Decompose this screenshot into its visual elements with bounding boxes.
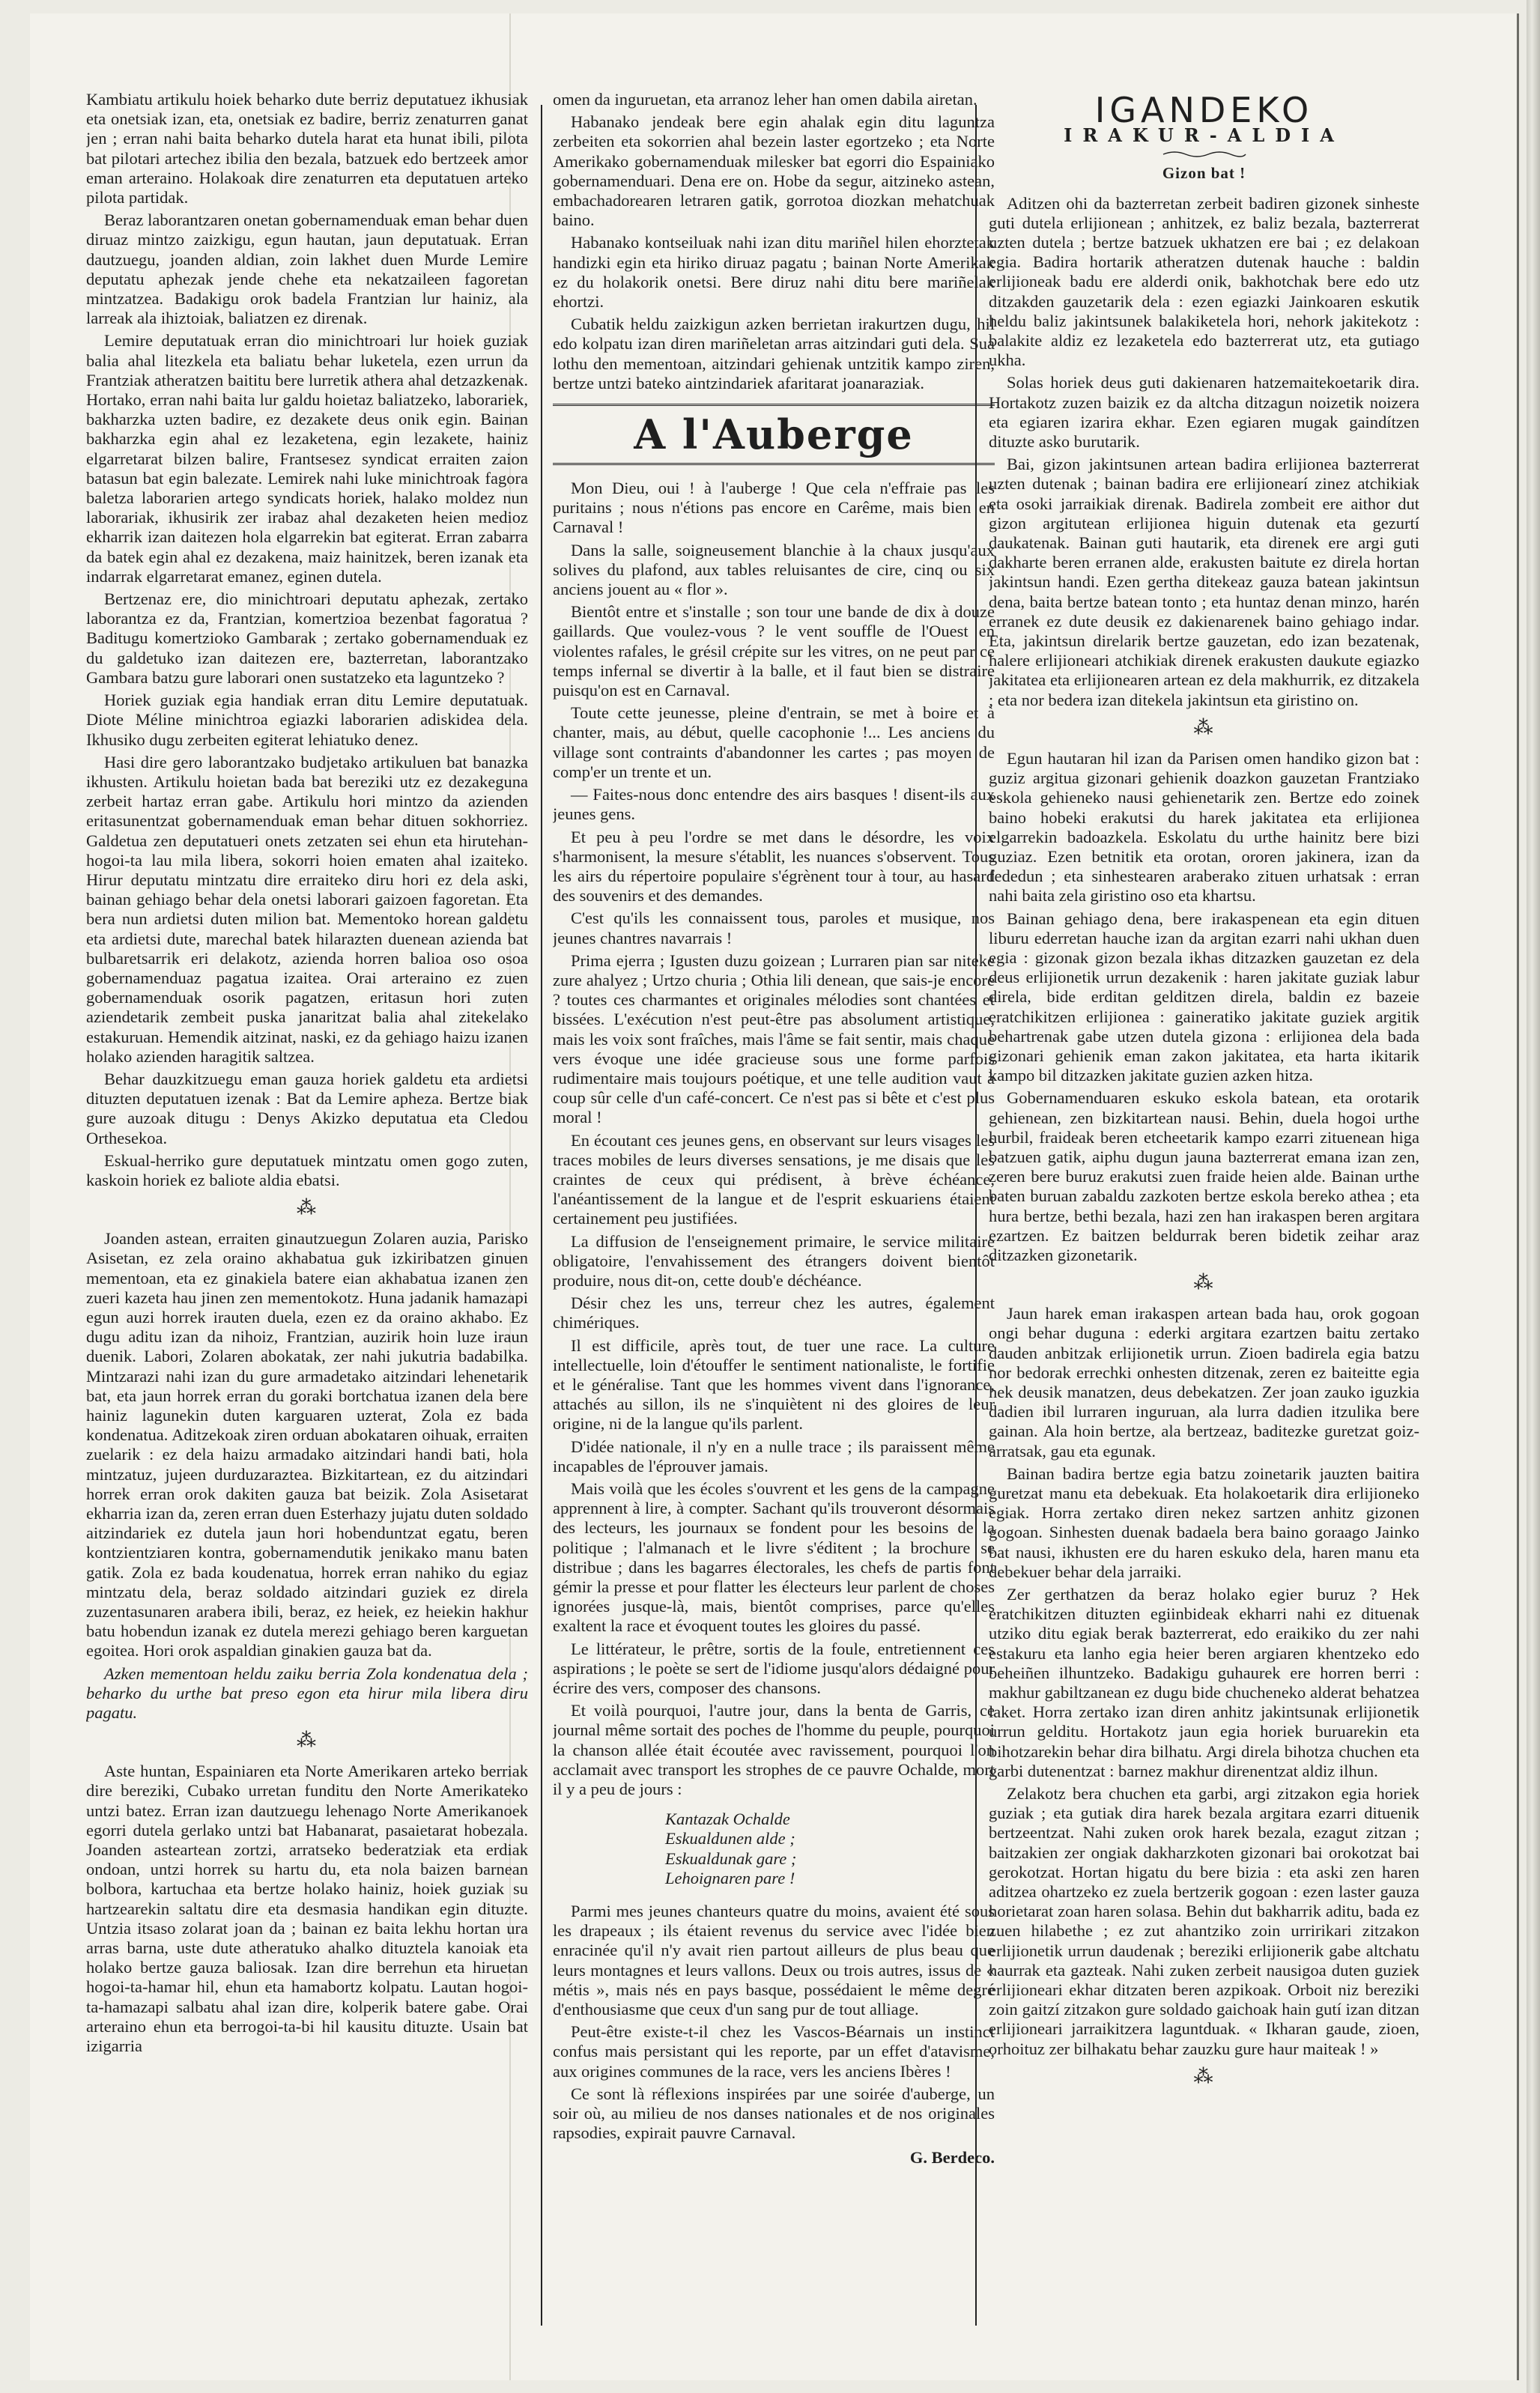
section-separator-asterism: ⁂ <box>297 1729 318 1752</box>
article-title: A l'Auberge <box>553 404 995 465</box>
paragraph: Joanden astean, erraiten ginautzuegun Zolaren auzia, Parisko Asisetan, ez zela oraino akhabatua guk izkiribatzen ginuen mementoan, eta ez ginakiela batere eian akhabatua izanen zen zueri kazeta hau jinen zen mementokotz. Huna jadanik hamazapi egun auzi horrek irauten duela, ezen ez da oraino akhabo. Ez dugu aditu izan da nihoiz, Frantzian, auzirik hoin luze iraun duenik. Labori, Zolaren abokatak, zer nahi jukutria badabilka. Mintzarazi nahi izan du gure armadetako aitzindari lehenetarik bat, eta jaun horrek erran du goraki bortchatua izanen dela bere hainiz lagunekin duten karguaren uzterat, Zola ez bada kondenatua. Aditzekoak ziren orduan abokataren oihuak, erraiten zuelarik : ez dela haizu armadako aitzindari handi bati, hola mintzatuz, jujeen durduzaraztea. Bizkitartean, ez du aitzindari horrek erran orok dakiten gauza bat beizik. Zola Asisetarat ekharria izan da, zeren erran duen Esterhazy jujatu duten soldado aitzindariek ez dutela jaun hori hobenduntzat egatu, beren kontzientziaren kontra, gobernamendutik jenikako manu baten gatik. Zola ez bada koudenatua, horrek erran nahiko du egiaz mintzatu dela, beraz soldado aitzindari guziek ez direla zuzentasunaren arabera ibili, beraz, ez heiek, ez heiekin hakhur batu hobendun izanak ez dutela merezi gehiago beren karguetan egoitea. Hori orok aspaldian ginakien gauza bat da. <box>86 1229 528 1660</box>
paragraph: Mais voilà que les écoles s'ouvrent et les gens de la campagne apprennent à lire, à compter. Sachant qu'ils trouveront désormais des lecteurs, les journaux se fondent pour les besoins de la politique ; l'almanach et le livre s'éditent ; la brochure se distribue ; dans les bagarres électorales, les chefs de partis font gémir la presse et pour flatter les électeurs leur parlent de choses ignorées jusque-là, mais, bientôt comprises, parce qu'elles exaltent la race et évoquent toutes les gloires du passé. <box>553 1479 995 1636</box>
paragraph: Parmi mes jeunes chanteurs quatre du moins, avaient été sous les drapeaux ; ils étaient revenus du service avec l'idée bien enracinée qu'il n'y avait rien partout ailleurs de plus beau que leurs montagnes et leurs vallons. Deux ou trois autres, issus de « métis », mais nés en pays basque, possédaient le même degré d'enthousiasme que ceux d'un sang pur de tout alliage. <box>553 1902 995 2019</box>
paragraph: Et voilà pourquoi, l'autre jour, dans la benta de Garris, ce journal même sortait des poches de l'homme du peuple, pourquoi la chanson allée était écoutée avec ravissement, pourquoi l'on acclamait avec transport les strophes de ce pauvre Ochalde, mort il y a peu de jours : <box>553 1701 995 1799</box>
paragraph: Beraz laborantzaren onetan gobernamenduak eman behar duen diruaz mintzo zaizkigu, egun hautan, jaun deputatuak. Erran dautzuegu, joanden aldian, zoin lakhet duen Murde Lemire deputatu aphezak jende chehe eta nekatzaileen fagoretan mintzatzea. Badakigu orok badela Frantzian lur hainiz, ala larreak ala ihiztoiak, baliatzen ez direnak. <box>86 210 528 328</box>
page-edge-shadow <box>1527 0 1540 2393</box>
paragraph: Mon Dieu, oui ! à l'auberge ! Que cela n'effraie pas les puritains ; nous n'étions pas encore en Carême, mais bien en Carnaval ! <box>553 479 995 537</box>
paragraph: Jaun harek eman irakaspen artean bada hau, orok gogoan ongi behar duguna : ederki argitara ezartzen baitu zertako dauden anbitzak erlijionetik urrun. Zioen badirela egia batzu nor bedorak errechki onhesten ditzenak, zeren ez baiteitte egia hek deusik manatzen, deus debekatzen. Zer joan zauko iguzkia dadien ibil lurraren inguruan, ala lurra dadien itzulika bere gainan. Ala hoin bertze, ala bertzeaz, baditezke guretzat goiz-arratsak, gau eta egunak. <box>989 1304 1419 1461</box>
paragraph: Bientôt entre et s'installe ; son tour une bande de dix à douze gaillards. Que voulez-vous ? le vent souffle de l'Ouest en violentes rafales, le grésil crépite sur les vitres, on ne peut par ce temps infernal se divertir à la balle, et il faut bien se distraire puisqu'on est en Carnaval. <box>553 602 995 700</box>
article-title: Gizon bat ! <box>1162 164 1246 183</box>
poem-line: Eskualdunen alde ; <box>665 1829 795 1848</box>
paragraph: Eskual-herriko gure deputatuek mintzatu omen gogo zuten, kaskoin horiek ez baliote aldia ebatsi. <box>86 1150 528 1189</box>
paragraph: Prima ejerra ; Igusten duzu goizean ; Lurraren pian sar niteke zure ahalyez ; Urtzo churia ; Othia lili denean, que sais-je encore ? toutes ces charmantes et originales mélodies sont chantées et bissées. L'exécution n'est peut-être pas absolument artistique, mais les voix sont fraîches, mais l'âme se fait sentir, mais chaque vers évoque une idée gracieuse sous une forme parfois rudimentaire mais toujours poétique, et une telle audition vaut à coup sûr celle d'un café-concert. Ce n'est pas si bête et c'est plus moral ! <box>553 950 995 1127</box>
column-sunday-reading <box>989 90 1419 2363</box>
paragraph: Cubatik heldu zaizkigun azken berrietan irakurtzen dugu, hil edo kolpatu izan diren mariñeletan arras aitzindari guti dela. Sua lothu den mementoan, aitzindari gehienak untzitik kampo ziren, bertze untzi bateko aintzindariek afaritarat joanaraziak. <box>553 315 995 392</box>
paragraph: D'idée nationale, il n'y en a nulle trace ; ils paraissent même incapables de l'éprouver jamais. <box>553 1437 995 1475</box>
poem-line: Kantazak Ochalde <box>665 1810 790 1829</box>
paragraph: Hasi dire gero laborantzako budjetako artikuluen bat banazka ikhusten. Artikulu hoietan bada bat bereziki utz ez dezakeguna zerbeit hartaz erran gabe. Artikulu hori mintzo da azienden eritasunentzat gobernamenduak eman behar dituen sokhorriez. Galdetua zen deputatueri onets zetzaten sei ehun eta hirutehan-hogoi-ta lau mila libera, sokorri hoien ematen ahal izaiteko. Hirur deputatu mintzatu dire erraiteko diru hori ez dela aski, bainan gehiago behar dela onetsi laborari gaizoen fagoretan. Eta bera nun ardietsi duten milion bat. Mementoko horean galdetu eta ardietsi dute, marechal batek hilarazten duenean azienda bat bulbaretsarrik eri delakotz, azienda horren balioa oso osoa gobernamenduaz pagatua izaitea. Orai arteraino ez zuen gobernamenduak osorik pagatzen, eritasun hori zuten aziendetarik zembeit puska janaritzat balia ahal zitekelako estakuruan. Hemendik aitzinat, naski, ez da gehiago haizu izanen holako azienden haragitik saltzea. <box>86 752 528 1066</box>
paragraph: Egun hautaran hil izan da Parisen omen handiko gizon bat : guziz argitua gizonari gehienik doazkon gauzetan Frantziako eskola gehieneko nausi gehienetarik zen. Bertze edo zoinek baino hobeki erakutsi du harek jakitatea eta erlijionea elgarrekin badoazkela. Eskolatu du urthe hainitz bere bizi guziaz. Ezen betnitik eta orotan, ororen jakinera, izan da fededun ; eta sinhestearen araberako zituen urhatsak : erran nahi baita zela giristino oso eta khartsu. <box>989 748 1419 906</box>
paragraph: Ce sont là réflexions inspirées par une soirée d'auberge, un soir où, au milieu de nos danses nationales et de nos originales rapsodies, expirait pauvre Carnaval. <box>553 2084 995 2143</box>
paragraph: Il est difficile, après tout, de tuer une race. La culture intellectuelle, loin d'étouffer le sentiment nationaliste, le fortifie et le généralise. Tant que les hommes vivent dans l'ignorance, attachés au sillon, ils ne s'inquiètent ni des gloires de leur origine, ni de la langue qu'ils parlent. <box>553 1335 995 1434</box>
paragraph: La diffusion de l'enseignement primaire, le service militaire obligatoire, l'envahissement des étrangers doivent bientôt produire, nous dit-on, cette doub'e déchéance. <box>553 1231 995 1290</box>
poem-line: Eskualdunak gare ; <box>665 1848 797 1868</box>
paragraph: Et peu à peu l'ordre se met dans le désordre, les voix s'harmonisent, la mesure s'établit, les nuances s'observent. Tous les airs du répertoire populaire s'égrènent tour à tour, au hasard des souvenirs et des demandes. <box>553 827 995 906</box>
paragraph: Dans la salle, soigneusement blanchie à la chaux jusqu'aux solives du plafond, aux tables reluisantes de cire, cinq ou six anciens jouent au « flor ». <box>553 540 995 599</box>
section-separator-asterism: ⁂ <box>297 1197 318 1219</box>
paragraph: Bainan gehiago dena, bere irakaspenean eta egin dituen liburu ederretan hauche izan da argitan ezarri nahi ukhan duen egia : gizonak gizon bezala ikhas ditzazken gauzetan ez dela deus erlijionetik urrun dezakenik : haren jakitate guziak labur direla, bide erditan gelditzen direla, baldin ez bazeie eratchikitzen erlijionea : gaineratiko jakitate guziek argitik behartrenak gabe utzen dutela gizona : erlijionea dela bada gizonari gehienik eman zakon jakitatea, eta harta ikitarik kampo bil ditzazken jakitate guzien azken hitza. <box>989 909 1419 1085</box>
paragraph: Le littérateur, le prêtre, sortis de la foule, entretiennent ces aspirations ; le poète se sert de l'idiome jusqu'alors dédaigné pour écrire des vers, composer des chansons. <box>553 1639 995 1698</box>
paragraph: Solas horiek deus guti dakienaren hatzemaitekoetarik dira. Hortakotz zuzen baizik ez da altcha ditzagun noizetik noizera eta egiaren izarira ekhar. Ezen egiaren mugak gaindítzen dituzte asko burutarik. <box>989 373 1419 452</box>
section-separator-asterism: ⁂ <box>1193 1272 1215 1294</box>
poem-verse <box>665 1810 995 1888</box>
column-rule-left <box>541 105 542 2326</box>
paragraph: Gobernamenduaren eskuko eskola batean, eta orotarik gehienean, zen bizkitartean nausi. Behin, duela hogoi urthe hurbil, fraideak beren etcheetarik kampo ezarri zituenean higa batzuen gatik, aiphu dugun jauna bazterrerat emana izan zen, zeren bere buruz erakutsi zuen fraide heien alde. Bainan urthe baten buruan zabaldu zazkoten bertze eskola bereko athea ; eta hura bertze, bethi bezala, hazi zen han irakaspen beren argitara ezartzen. Ez baitzen beldurrak beren bidetik zeihar araz ditzazken gizonetarik. <box>989 1088 1419 1264</box>
paragraph: Bertzenaz ere, dio minichtroari deputatu aphezak, zertako laborantza ez da, Frantzian, komertzioa bezenbat fagoratua ? Baditugu komertzioko Gambarak ; zertako gobernamenduak ez du galdetuko izan daitezen ere, bazterretan, laborantzako Gambara batzu gure laborari onen sustatzeko eta laguntzeko ? <box>86 589 528 687</box>
paragraph: Behar dauzkitzuegu eman gauza horiek galdetu eta ardietsi dituzten deputatuen izenak : Bat da Lemire apheza. Bertze biak gure auzoak ditugu : Denys Akizko deputatua eta Cledou Orthesekoa. <box>86 1069 528 1147</box>
section-masthead: IGANDEKO <box>1094 90 1314 130</box>
paragraph: Lemire deputatuak erran dio minichtroari lur hoiek guziak balia ahal litezkela eta baliatu behar luketela, ezen urrun da Frantziak atheratzen baititu bere lurretik athera ahal detzazkenak. Hortako, erran nahi baita lur galdu hoietaz baliatzeko, laborariek, bakharzka uzten badire, ez dezakete deus onik egin. Bainan bakharzka egin ahal ez lezaketena, egin lezakete, hainiz elgarretarat bilzen balire, Frantsesez syndicat erraiten zaion batasun bat egin balezate. Lemirek nahi luke minichtroak fagora baletza laborarien artego syndicats horiek, halako moldez nun laborariak, ikhusirik zer irabaz ahal dezaketen heien medioz ekharrik izan daitezen hola elgarrekin bat egiterat. Erran zabarra da batek egin ahal ez dezakena, maiz hainitzek, beren izanak eta indarrak elgarretarat emanez, eginen dutela. <box>86 331 528 586</box>
author-signature: G. Berdeco. <box>909 2147 995 2167</box>
flourish-ornament <box>1159 150 1249 159</box>
paragraph: Horiek guziak egia handiak erran ditu Lemire deputatuak. Diote Méline minichtroa egiazki laborarien adiskidea dela. Ikhusiko dugu zerbeiten egiterat lehiatuko denez. <box>86 691 528 749</box>
column-auberge <box>553 90 995 2363</box>
paragraph: C'est qu'ils les connaissent tous, paroles et musique, nos jeunes chantres navarrais ! <box>553 909 995 947</box>
paragraph: Aditzen ohi da bazterretan zerbeit badiren gizonek sinheste guti dutela erlijionean ; anhitzek, ez baliz bezala, bazterrerat uzten dutela ; bertze batzuek ukhatzen ere bai ; ez delakoan egia. Badira hortarik atheratzen dutenak hauche : baldin erlijioneak badu ere alderdi onik, bakhotchak bere edo utz ditzakden gauzetarik dela : ezen egiazki Jainkoaren eskutik heldu baliz jakintsunek balakiketela hori, nehork jakitekotz : balakite aldiz ez lezaketela edo bazterrerat utz, eta gutiago ukha. <box>989 193 1419 370</box>
paragraph: Aste huntan, Espainiaren eta Norte Amerikaren arteko berriak dire bereziki, Cubako urretan funditu den Norte Amerikateko untzi batez. Erran izan dautzuegu lehenago Norte Amerikanoek egorri dutela gerlako untzi bat Habanarat, pasaietarat hobezala. Joanden asteartean zortzi, arratseko bederatziak eta erdiak ondoan, untzi horrek su hartu du, eta nola baizen barnean bolbora, kartuchaa eta bertze holako hainiz, hoiek guziak su hartzearekin saltatu dire eta desmasia handikan egin dituzte. Untzia itsaso zolarat joan da ; bainan ez baita lekhu hortan ura arras barna, uste dute atheratuko ahalko dituztela kanoiak eta holako bertze gauza baliosak. Izan dire berrehun eta hiruetan hogoi-ta-hamar hil, ehun eta hamabortz kolpatu. Lautan hogoi-ta-hamazapi salbatu ahal izan dire, kolperik batere gabe. Orai arteraino ehun eta berrogoi-ta-bi hil kausitu dituzte. Usain bat izigarria <box>86 1762 528 2056</box>
paragraph: Habanako kontseiluak nahi izan ditu mariñel hilen ehorztetak handizki egin eta hiriko diruaz pagatu ; bainan Norte Amerikak ez du holakorik onetsi. Bere diruz nahi ditu bere mariñelak ehortzi. <box>553 233 995 312</box>
paragraph: Habanako jendeak bere egin ahalak egin ditu laguntza zerbeiten eta sokorrien ahal bezein laster egortzeko ; eta Norte Amerikako gobernamenduak milesker bat egorri dio Espainiako gobernamenduari. Dena ere on. Hobe da segur, aitzineko astean, embachadorearen letraren gatik, gorrotoa diozkan mehatchuak baino. <box>553 112 995 230</box>
poem-line: Lehoignaren pare ! <box>665 1868 795 1887</box>
section-separator-asterism: ⁂ <box>1193 716 1215 738</box>
paragraph: — Faites-nous donc entendre des airs basques ! disent-ils aux jeunes gens. <box>553 785 995 824</box>
section-subhead: IRAKUR-ALDIA <box>1064 124 1345 147</box>
paragraph: Zelakotz bera chuchen eta garbi, argi zitzakon egia horiek guziak ; eta gutiak dira harek bezala argitara ezarri dituenik bertzeentzat. Nahi zuken orok harek bezala, ezagut zitzan ; baitzakien zer ongiak dakharzkoten gizonari bai orokotzat bai gerokotzat. Hortan higatu du bere bizia : eta aski zen haren aditzea ohartzeko ez zuela bertzerik gogoan : ezen laster gauza horietarat zoan haren solasa. Behin dut bakharrik aditu, bada ez zuen hilabethe ; ez zut ahantziko zoin urririkari zitzakon erlijionetik urrun daudenak ; bereziki erlijionerik gabe altchatu haurrak eta gazteak. Nahi zuken zerbeit nausigoa duten guziek erlijioneari ekhar ditzaten beren azpikoak. Orboit niz bereziki zoin gaitzí zitzakon gure soldado gaichoak hain gutí izan ditzan erlijioneari jarraikitzera laguntduak. « Ikharan gaude, zioen, orhoituz zer bilhakatu behar zauzku gure haur maitеak ! » <box>989 1784 1419 2058</box>
paragraph: En écoutant ces jeunes gens, en observant sur leurs visages les traces mobiles de leurs diverses sensations, je me disais que les craintes de ceux qui prédisent, à brève échéance, l'anéantissement de la langue et de l'esprit eskuariens étaient certainement peu justifiées. <box>553 1130 995 1228</box>
paragraph: Bainan badira bertze egia batzu zoinetarik jauzten baitira guretzat manu eta debekuak. Eta holakoetarik dira erlijioneko egiak. Horra zertako diren nekez sartzen anhitz gizonen gogoan. Sinhesten duenak badaela bera baino goraago Jainko bat nausi, ikhusten ere du haren eskuko dela, haren manu eta debekuer behar dela jarraiki. <box>989 1464 1419 1581</box>
column-basque-news <box>86 90 528 2363</box>
paragraph: Toute cette jeunesse, pleine d'entrain, se met à boire et à chanter, mais, au début, quelle cacophonie !... Les anciens du village sont contraints d'abandonner les cartes ; pas moyen de comp'er un trente et un. <box>553 703 995 781</box>
section-separator-asterism: ⁂ <box>1193 2065 1215 2087</box>
late-news-note: Azken mementoan heldu zaiku berria Zola kondenatua dela ; beharko du urthe bat preso egon eta hirur mila libera diru pagatu. <box>86 1663 528 1723</box>
paragraph: Bai, gizon jakintsunen artean badira erlijionea bazterrerat uzten dutenak ; bainan badira ere erlijionearí zinez atchikiak eta osoki jarraikiak direnak. Badirela zombeit ere aithor dut gizon argitutean erlijionea higuin dutenak eta gezurtí daukatenak. Bainan guti hautarik, eta direnek ere argi guti dakharte beren erranen alde, erakusten baitute ez direla hortan jakintsun handi. Ezen gertha ditekeaz gauza batean jakintsun dena, baita bertze batean tonto ; eta huntaz denan minzo, harén erranek ez dute deusik ez dakienarenek baino gehiago indar. Eta, jakintsun direlarik bertze gauzetan, edo izan bezatenak, halere erlijioneari atchikiak direnek erakusten daukute egiazko jakitatea eta erlijionearen artean ez dela makhurrik, ez ditzakela ; eta nor bedera izan ditekela jakintsun eta giristino on. <box>989 455 1419 709</box>
paragraph: Zer gerthatzen da beraz holako egier buruz ? Hek eratchikitzen dituzten egiinbideak ekharri nahi ez dituenak utziko ditu egiak berak bazterrerat, edo eraikiko du zer nahi estakuru eta lanho egia heier beren argiaren khentzeko edo beheiñen ilhuntzeko. Badakigu guhaurek ere horren berri : makhur gabiltzanean ez dugu bide chucheneko alderat behatzea laket. Horra zertako izan diren anhitz jakintsunak erlijionetik urrun gelditu. Hortakotz jaun egia horiek buruarekin eta bihotzarekin behar dira bilhatu. Argi direla bihotza chuchen eta garbi dutenentzat : barnez makhur direnentzat aldiz ilhun. <box>989 1585 1419 1780</box>
paragraph: Peut-être existe-t-il chez les Vascos-Béarnais un instinct confus mais persistant qui les reporte, par un effet d'atavisme, aux origines communes de la race, vers les anciens Ibères ! <box>553 2022 995 2081</box>
paragraph: Désir chez les uns, terreur chez les autres, également chimériques. <box>553 1293 995 1332</box>
paragraph: Kambiatu artikulu hoiek beharko dute berriz deputatuez ikhusiak eta onetsiak izan, eta, onetsiak ez badire, berriz zenaturren ganat jen ; erran nahi baita beharko dutela harat eta hunat ibili, pilota bat pilotari artechez ibilia den bezala, batzuek edo bertzeek amor eman arteraino. Holakoak dire zenaturren eta deputatuen arteko pilota partidak. <box>86 90 528 207</box>
paragraph: omen da inguruetan, eta arranoz leher han omen dabila airetan. <box>553 90 977 109</box>
